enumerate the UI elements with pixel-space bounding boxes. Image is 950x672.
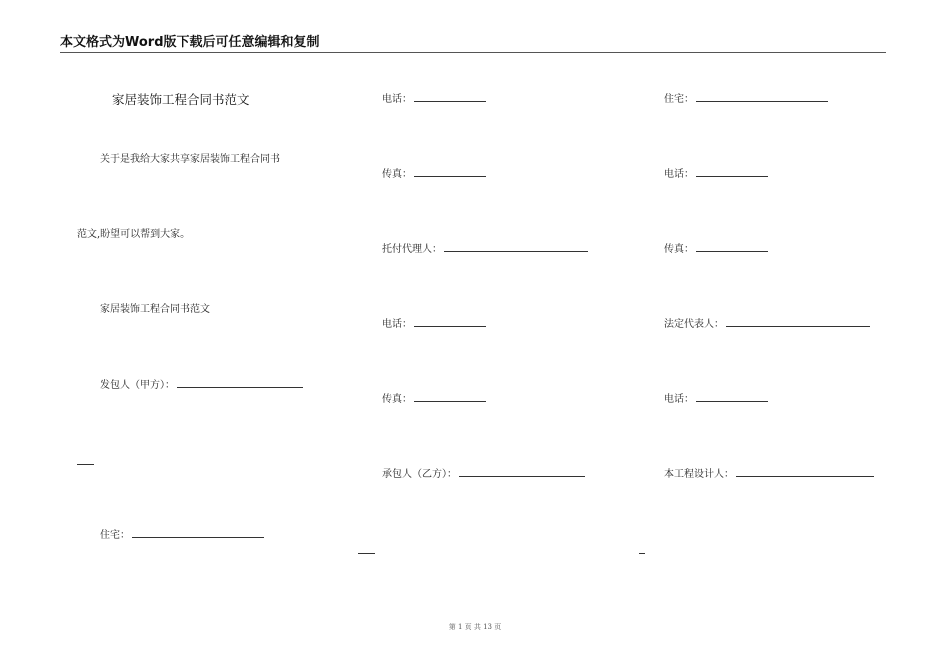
legal-rep-blank [726,317,870,327]
document-header: 本文格式为Word版下载后可任意编辑和复制 [60,35,320,50]
fax-label-b: 传真： [382,394,412,405]
residence-label-a: 住宅： [100,530,130,541]
page-number: 第 1 页 共 13 页 [448,623,502,631]
legal-rep-field [664,317,870,332]
fax-blank-b [414,392,486,402]
fax-field-b [382,392,486,407]
fax-blank-c [696,242,768,252]
document-title: 家居装饰工程合同书范文 [112,92,250,107]
blank-underline [358,553,375,554]
residence-blank-a [132,528,264,538]
phone-blank-d [696,392,768,402]
agent-field [382,242,588,257]
header-rule [60,52,886,53]
residence-field-b [664,92,828,107]
party-b-field [382,467,585,482]
residence-blank-b [696,92,828,102]
blank-underline [77,464,94,465]
phone-blank-a [414,92,486,102]
agent-label: 托付代理人： [382,244,442,255]
designer-blank [736,467,874,477]
fax-label-a: 传真： [382,169,412,180]
legal-rep-label: 法定代表人： [664,319,724,330]
fax-label-c: 传真： [664,244,694,255]
party-b-blank [459,467,585,477]
fax-blank-a [414,167,486,177]
phone-label-b: 电话： [382,319,412,330]
fax-field-c [664,242,768,257]
phone-label-a: 电话： [382,94,412,105]
party-a-blank [177,378,303,388]
designer-field [664,467,874,482]
designer-label: 本工程设计人： [664,469,734,480]
residence-label-b: 住宅： [664,94,694,105]
phone-blank-c [696,167,768,177]
phone-field-b [382,317,486,332]
intro-line-1: 关于是我给大家共享家居装饰工程合同书 [100,154,280,165]
phone-blank-b [414,317,486,327]
intro-line-2: 范文,盼望可以帮到大家。 [77,229,191,240]
fax-field-a [382,167,486,182]
agent-blank [444,242,588,252]
phone-label-c: 电话： [664,169,694,180]
section-subtitle: 家居装饰工程合同书范文 [100,304,210,315]
party-a-field [100,378,303,393]
phone-field-a [382,92,486,107]
blank-underline [639,553,645,554]
residence-field-a [100,528,264,543]
party-b-label: 承包人（乙方）： [382,469,457,480]
phone-label-d: 电话： [664,394,694,405]
party-a-label: 发包人（甲方）： [100,380,175,391]
phone-field-c [664,167,768,182]
phone-field-d [664,392,768,407]
